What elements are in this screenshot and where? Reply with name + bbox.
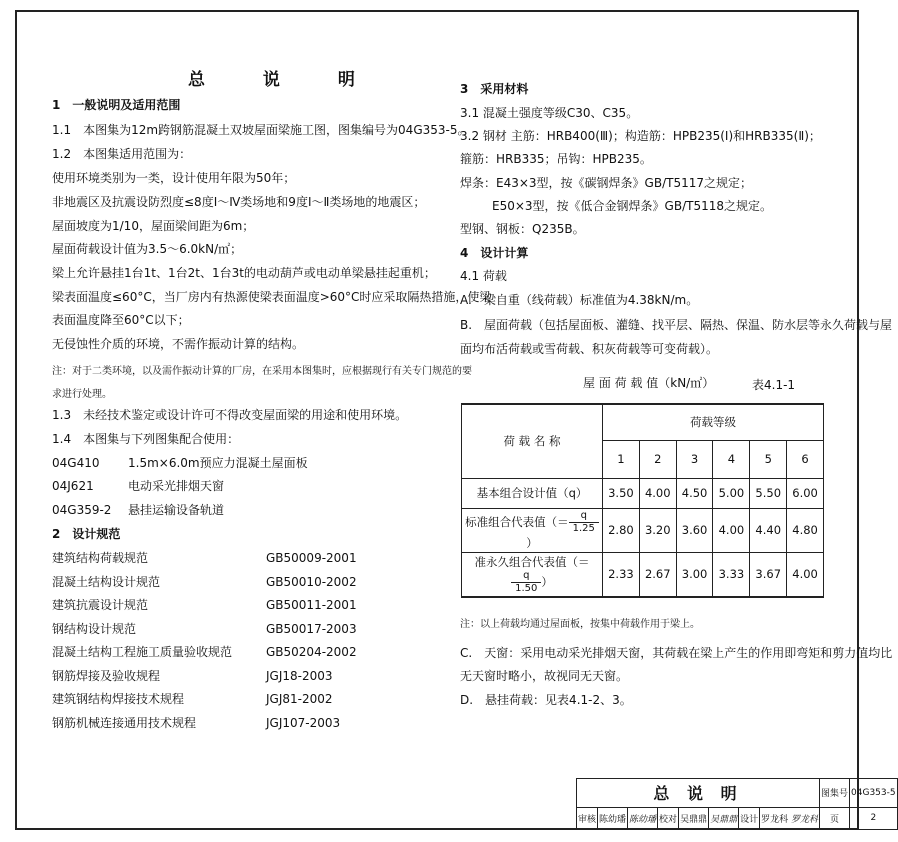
item-c: C. 天窗：采用电动采光排烟天窗，其荷载在梁上产生的作用即弯矩和剪力值均比: [460, 646, 893, 660]
item-d: D. 悬挂荷载：见表4.1-2、3。: [460, 693, 632, 707]
fraction-denominator: 1.25: [572, 522, 595, 534]
fraction-numerator: q: [511, 570, 541, 583]
grade-cell: 5: [750, 440, 787, 478]
fraction-denominator: 1.50: [515, 582, 538, 594]
item-b: B. 屋面荷载（包括屋面板、灌缝、找平层、隔热、保温、防水层等永久荷载与屋: [460, 318, 893, 332]
designer-signature: 罗龙科: [791, 814, 819, 825]
fraction: [569, 510, 599, 535]
scope-line: 屋面荷载设计值为3.5～6.0kN/㎡；: [52, 242, 243, 256]
title-block-title: 总 说 明: [577, 779, 820, 808]
code-number: JGJ18-2003: [266, 669, 333, 683]
fraction: [511, 570, 541, 595]
design-label: 设计: [739, 807, 760, 829]
reviewer-name: 陈幼璠: [598, 807, 628, 829]
designer-name-text: 罗龙科: [761, 814, 789, 825]
grade-cell: 4: [713, 440, 750, 478]
note-line: 注：对于二类环境，以及需作振动计算的厂房，在采用本图集时，应根据现行有关专门规范的要: [52, 366, 472, 377]
section-1-heading: 1 一般说明及适用范围: [52, 98, 181, 112]
clause-1-1: 1.1 本图集为12m跨钢筋混凝土双坡屋面梁施工图，图集编号为04G353-5。: [52, 123, 470, 137]
material-line: 箍筋：HRB335；吊钩：HPB235。: [460, 152, 652, 166]
row-label-close: ）: [541, 574, 553, 589]
value-cell: 3.00: [676, 552, 713, 597]
row-label-close: ）: [526, 535, 538, 550]
scope-line: 非地震区及抗震设防烈度≤8度Ⅰ～Ⅳ类场地和9度Ⅰ～Ⅱ类场地的地震区；: [52, 195, 426, 209]
value-cell: 4.80: [787, 508, 824, 552]
table-caption: 屋 面 荷 载 值（kN/㎡）: [583, 376, 715, 390]
code-number: GB50009-2001: [266, 551, 357, 565]
code-name: 钢结构设计规范: [52, 622, 137, 636]
designer-name: [760, 807, 820, 829]
row-label: 基本组合设计值（q）: [462, 478, 603, 508]
code-name: 混凝土结构设计规范: [52, 575, 161, 589]
scope-line: 梁上允许悬挂1台1t、1台2t、1台3t的电动葫芦或电动单梁悬挂起重机；: [52, 266, 436, 280]
code-name: 混凝土结构工程施工质量验收规范: [52, 645, 233, 659]
atlas-no-label: 图集号: [820, 779, 850, 808]
checker-name: 吴鼎鼎: [679, 807, 709, 829]
value-cell: 4.50: [676, 478, 713, 508]
code-number: JGJ81-2002: [266, 692, 333, 706]
value-cell: 3.33: [713, 552, 750, 597]
value-cell: 3.67: [750, 552, 787, 597]
code-name: 建筑钢结构焊接技术规程: [52, 692, 185, 706]
section-4-heading: 4 设计计算: [460, 246, 529, 260]
item-a: A. 梁自重（线荷载）标准值为4.38kN/m。: [460, 293, 699, 307]
code-number: GB50011-2001: [266, 598, 357, 612]
item-c: 无天窗时略小，故视同无天窗。: [460, 669, 629, 683]
code-number: JGJ107-2003: [266, 716, 341, 730]
clause-3-2: 3.2 钢材 主筋：HRB400(Ⅲ)；构造筋：HPB235(Ⅰ)和HRB335(Ⅱ)；: [460, 129, 821, 143]
code-name: 钢筋机械连接通用技术规程: [52, 716, 197, 730]
code-name: 建筑抗震设计规范: [52, 598, 149, 612]
table-note: 注：以上荷载均通过屋面板，按集中荷载作用于梁上。: [460, 619, 700, 630]
row-label: [462, 508, 603, 552]
table-name-header: 荷 载 名 称: [462, 404, 603, 478]
title-block: [576, 778, 898, 830]
grade-cell: 1: [603, 440, 640, 478]
clause-3-1: 3.1 混凝土强度等级C30、C35。: [460, 106, 639, 120]
grade-cell: 3: [676, 440, 713, 478]
review-label: 审核: [577, 807, 598, 829]
clause-1-3: 1.3 未经技术鉴定或设计许可不得改变屋面梁的用途和使用环境。: [52, 408, 408, 422]
code-number: GB50017-2003: [266, 622, 357, 636]
item-b: 面均布活荷载或雪荷载、积灰荷载等可变荷载）。: [460, 342, 719, 356]
scope-line: 表面温度降至60°C以下；: [52, 313, 190, 327]
value-cell: 4.00: [787, 552, 824, 597]
material-line: 型钢、钢板：Q235B。: [460, 222, 585, 236]
value-cell: 2.33: [603, 552, 640, 597]
table-row: [462, 552, 824, 597]
value-cell: 4.40: [750, 508, 787, 552]
material-line: E50×3型，按《低合金钢焊条》GB/T5118之规定。: [492, 199, 772, 213]
scope-line: 无侵蚀性介质的环境，不需作振动计算的结构。: [52, 337, 305, 351]
value-cell: 2.67: [639, 552, 676, 597]
code-number: GB50204-2002: [266, 645, 357, 659]
value-cell: 3.60: [676, 508, 713, 552]
section-3-heading: 3 采用材料: [460, 82, 529, 96]
atlas-code: 04G410: [52, 456, 100, 470]
value-cell: 3.20: [639, 508, 676, 552]
atlas-no: 04G353-5: [850, 779, 898, 808]
code-name: 钢筋焊接及验收规程: [52, 669, 161, 683]
grade-cell: 2: [639, 440, 676, 478]
code-number: GB50010-2002: [266, 575, 357, 589]
value-cell: 3.50: [603, 478, 640, 508]
roof-load-table: [461, 403, 824, 598]
scope-line: 梁表面温度≤60°C，当厂房内有热源使梁表面温度>60°C时应采取隔热措施，使梁: [52, 290, 492, 304]
check-label: 校对: [658, 807, 679, 829]
row-label: [462, 552, 603, 597]
value-cell: 5.50: [750, 478, 787, 508]
atlas-desc: 1.5m×6.0m预应力混凝土屋面板: [128, 456, 308, 470]
atlas-code: 04G359-2: [52, 503, 112, 517]
row-label-text: 准永久组合代表值（＝: [474, 554, 590, 569]
clause-1-2: 1.2 本图集适用范围为：: [52, 147, 192, 161]
grade-cell: 6: [787, 440, 824, 478]
page-label: 页: [820, 807, 850, 829]
atlas-desc: 悬挂运输设备轨道: [128, 503, 225, 517]
material-line: 焊条：E43×3型，按《碳钢焊条》GB/T5117之规定；: [460, 176, 752, 190]
clause-4-1: 4.1 荷载: [460, 269, 507, 283]
page-title: 总 说 明: [188, 70, 381, 90]
value-cell: 4.00: [713, 508, 750, 552]
table-row: [462, 478, 824, 508]
reviewer-signature: 陈幼璠: [628, 807, 658, 829]
value-cell: 2.80: [603, 508, 640, 552]
scope-line: 使用环境类别为一类，设计使用年限为50年；: [52, 171, 296, 185]
value-cell: 6.00: [787, 478, 824, 508]
table-grade-header: 荷载等级: [603, 404, 824, 440]
table-row: [462, 508, 824, 552]
row-label-text: 标准组合代表值（＝: [465, 514, 569, 529]
code-name: 建筑结构荷载规范: [52, 551, 149, 565]
table-number: 表4.1-1: [752, 378, 796, 392]
atlas-code: 04J621: [52, 479, 94, 493]
clause-1-4: 1.4 本图集与下列图集配合使用：: [52, 432, 240, 446]
note-line: 求进行处理。: [52, 389, 112, 400]
value-cell: 5.00: [713, 478, 750, 508]
scope-line: 屋面坡度为1/10，屋面梁间距为6m；: [52, 219, 255, 233]
page-number: 2: [850, 807, 898, 829]
section-2-heading: 2 设计规范: [52, 527, 121, 541]
atlas-desc: 电动采光排烟天窗: [128, 479, 225, 493]
checker-signature: 吴鼎鼎: [709, 807, 739, 829]
fraction-numerator: q: [569, 510, 599, 523]
value-cell: 4.00: [639, 478, 676, 508]
